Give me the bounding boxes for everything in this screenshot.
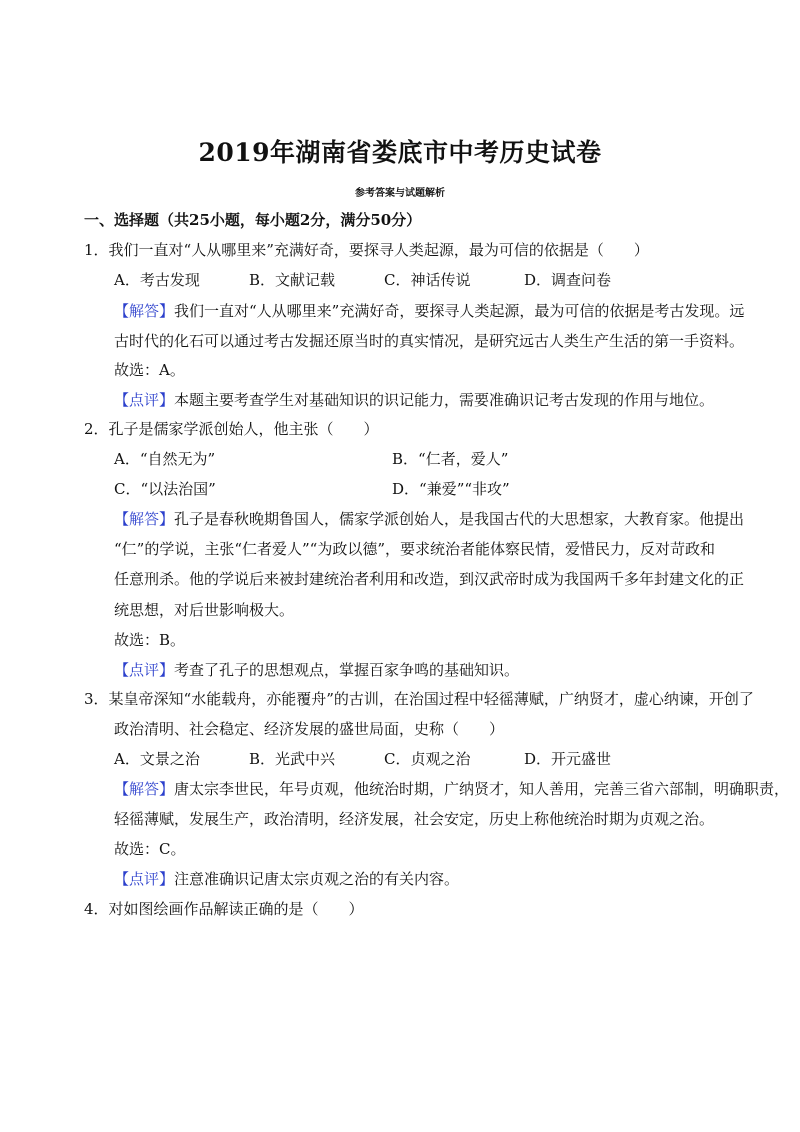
question-2-answer-cont: 任意刑杀。他的学说后来被封建统治者利用和改造，到汉武帝时成为我国两千多年封建文化的正: [114, 570, 745, 588]
question-2-option-a: A．“自然无为”: [114, 450, 216, 468]
answer-tag: 【解答】: [114, 780, 175, 798]
question-2-answer: [114, 509, 744, 529]
question-3-comment: [114, 869, 459, 889]
question-1-choice: 故选：A。: [114, 361, 185, 379]
question-4-stem: 4．对如图绘画作品解读正确的是（ ）: [84, 900, 364, 918]
comment-text: 注意准确识记唐太宗贞观之治的有关内容。: [174, 870, 460, 888]
question-1-option-c: C．神话传说: [384, 271, 471, 289]
question-2-answer-cont: “仁”的学说，主张“仁者爱人”“为政以德”，要求统治者能体察民情，爱惜民力，反对苛政和: [114, 540, 716, 558]
question-3-option-d: D．开元盛世: [524, 750, 612, 768]
question-2-answer-cont: 统思想，对后世影响极大。: [114, 601, 295, 619]
question-3-answer: [114, 779, 789, 799]
question-3-stem-cont: 政治清明、社会稳定、经济发展的盛世局面，史称（ ）: [114, 720, 505, 738]
question-1-comment: [114, 390, 714, 410]
question-2-option-d: D．“兼爱”“非攻”: [392, 480, 510, 498]
question-3-option-b: B．光武中兴: [249, 750, 336, 768]
answer-text: 唐太宗李世民，年号贞观，他统治时期，广纳贤才，知人善用，完善三省六部制，明确职责，: [174, 780, 790, 798]
question-1-option-d: D．调查问卷: [524, 271, 612, 289]
comment-text: 本题主要考查学生对基础知识的识记能力，需要准确识记考古发现的作用与地位。: [174, 391, 715, 409]
question-1-stem: 1．我们一直对“人从哪里来”充满好奇，要探寻人类起源，最为可信的依据是（ ）: [84, 241, 649, 259]
answer-text: 孔子是春秋晚期鲁国人，儒家学派创始人，是我国古代的大思想家，大教育家。他提出: [174, 510, 745, 528]
question-3-choice: 故选：C。: [114, 840, 186, 858]
section-heading: 一、选择题（共25小题，每小题2分，满分50分）: [84, 211, 422, 229]
question-3-stem: 3．某皇帝深知“水能载舟，亦能覆舟”的古训，在治国过程中轻徭薄赋，广纳贤才，虚心纳谏，开创了: [84, 690, 754, 708]
comment-tag: 【点评】: [114, 870, 175, 888]
question-2-choice: 故选：B。: [114, 631, 186, 649]
question-1-answer-cont: 古时代的化石可以通过考古发掘还原当时的真实情况，是研究远古人类生产生活的第一手资料。: [114, 332, 745, 350]
comment-text: 考查了孔子的思想观点，掌握百家争鸣的基础知识。: [174, 661, 520, 679]
question-1-option-b: B．文献记载: [249, 271, 336, 289]
question-2-option-b: B．“仁者，爱人”: [392, 450, 509, 468]
comment-tag: 【点评】: [114, 391, 175, 409]
answer-tag: 【解答】: [114, 302, 175, 320]
question-2-stem: 2．孔子是儒家学派创始人，他主张（ ）: [84, 420, 379, 438]
answer-tag: 【解答】: [114, 510, 175, 528]
question-2-comment: [114, 660, 519, 680]
comment-tag: 【点评】: [114, 661, 175, 679]
question-1-option-a: A．考古发现: [114, 271, 200, 289]
question-3-option-c: C．贞观之治: [384, 750, 471, 768]
question-1-answer: [114, 301, 744, 321]
question-3-answer-cont: 轻徭薄赋，发展生产，政治清明，经济发展，社会安定，历史上称他统治时期为贞观之治。: [114, 810, 715, 828]
page-title: 2019年湖南省娄底市中考历史试卷: [198, 138, 602, 167]
question-2-option-c: C．“以法治国”: [114, 480, 216, 498]
question-3-option-a: A．文景之治: [114, 750, 200, 768]
answer-text: 我们一直对“人从哪里来”充满好奇，要探寻人类起源，最为可信的依据是考古发现。远: [174, 302, 745, 320]
page-subtitle: 参考答案与试题解析: [355, 188, 445, 199]
